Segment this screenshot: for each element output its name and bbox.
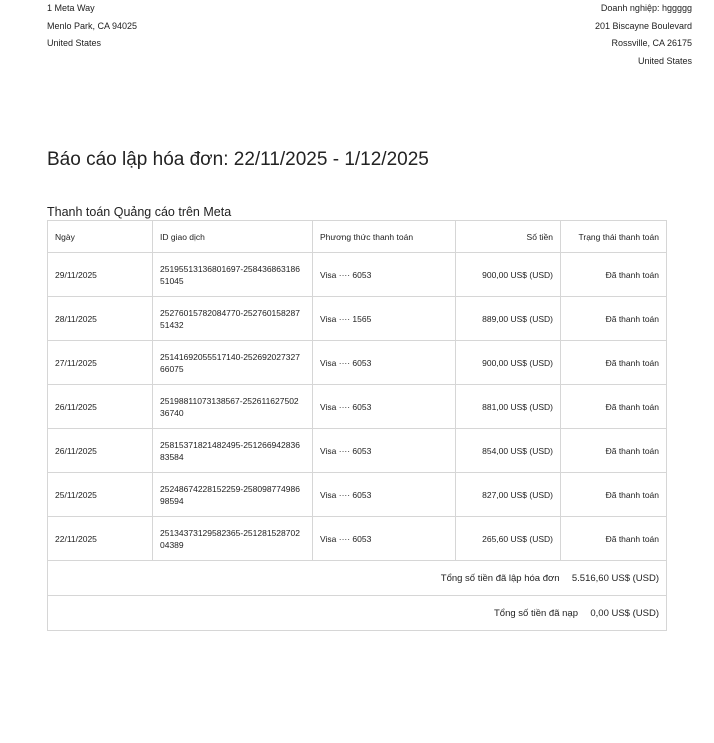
section-title: Thanh toán Quảng cáo trên Meta	[47, 205, 232, 219]
table-row	[48, 517, 667, 561]
recipient-address	[595, 0, 692, 70]
cell-date: 26/11/2025	[48, 429, 153, 473]
total-funded-cell	[48, 596, 667, 631]
table-row	[48, 385, 667, 429]
sender-address-line: United States	[47, 38, 102, 48]
sender-address-line: 1 Meta Way	[47, 3, 95, 13]
cell-payment-status: Đã thanh toán	[561, 517, 667, 561]
cell-amount: 854,00 US$ (USD)	[456, 429, 561, 473]
cell-date: 26/11/2025	[48, 385, 153, 429]
total-billed-cell	[48, 561, 667, 596]
table-row	[48, 297, 667, 341]
cell-transaction-id: 25195513136801697-258436863186 51045	[153, 253, 313, 297]
cell-payment-method: Visa ···· 6053	[313, 429, 456, 473]
cell-amount: 827,00 US$ (USD)	[456, 473, 561, 517]
table-row	[48, 429, 667, 473]
header-amount: Số tiền	[456, 221, 561, 253]
total-funded-value: 0,00 US$ (USD)	[590, 607, 659, 619]
recipient-address-line: United States	[637, 55, 692, 66]
cell-payment-status: Đã thanh toán	[561, 429, 667, 473]
cell-amount: 881,00 US$ (USD)	[456, 385, 561, 429]
cell-amount: 889,00 US$ (USD)	[456, 297, 561, 341]
recipient-address-line: Doanh nghiệp: hggggg	[600, 3, 692, 13]
cell-payment-method: Visa ···· 6053	[313, 473, 456, 517]
cell-transaction-id: 25141692055517140-252692027327 66075	[153, 341, 313, 385]
total-funded-label: Tổng số tiền đã nạp	[494, 607, 578, 619]
cell-transaction-id: 25134373129582365-251281528702 04389	[153, 517, 313, 561]
sender-address	[47, 0, 137, 53]
cell-date: 22/11/2025	[48, 517, 153, 561]
transactions-table	[47, 220, 667, 631]
cell-payment-method: Visa ···· 6053	[313, 341, 456, 385]
cell-amount: 265,60 US$ (USD)	[456, 517, 561, 561]
table-row	[48, 341, 667, 385]
cell-date: 25/11/2025	[48, 473, 153, 517]
header-transaction-id: ID giao dịch	[153, 221, 313, 253]
cell-payment-method: Visa ···· 6053	[313, 253, 456, 297]
recipient-address-line: Rossville, CA 26175	[611, 38, 692, 48]
table-row	[48, 473, 667, 517]
cell-amount: 900,00 US$ (USD)	[456, 341, 561, 385]
total-billed-value: 5.516,60 US$ (USD)	[571, 572, 659, 584]
cell-payment-status: Đã thanh toán	[561, 385, 667, 429]
cell-amount: 900,00 US$ (USD)	[456, 253, 561, 297]
table-row	[48, 253, 667, 297]
table-header-row	[48, 221, 667, 253]
total-billed-label: Tổng số tiền đã lập hóa đơn	[440, 572, 560, 584]
cell-payment-method: Visa ···· 1565	[313, 297, 456, 341]
total-billed-row	[48, 561, 667, 596]
cell-date: 28/11/2025	[48, 297, 153, 341]
cell-payment-method: Visa ···· 6053	[313, 385, 456, 429]
recipient-address-line: 201 Biscayne Boulevard	[594, 20, 692, 31]
cell-transaction-id: 25198811073138567-252611627502 36740	[153, 385, 313, 429]
cell-payment-method: Visa ···· 6053	[313, 517, 456, 561]
cell-payment-status: Đã thanh toán	[561, 341, 667, 385]
cell-date: 27/11/2025	[48, 341, 153, 385]
cell-payment-status: Đã thanh toán	[561, 473, 667, 517]
cell-payment-status: Đã thanh toán	[561, 253, 667, 297]
cell-transaction-id: 25815371821482495-251266942836 83584	[153, 429, 313, 473]
total-funded-row	[48, 596, 667, 631]
report-title: Báo cáo lập hóa đơn: 22/11/2025 - 1/12/2025	[47, 149, 429, 170]
cell-transaction-id: 25248674228152259-258098774986 98594	[153, 473, 313, 517]
cell-transaction-id: 25276015782084770-252760158287 51432	[153, 297, 313, 341]
header-date: Ngày	[48, 221, 153, 253]
cell-date: 29/11/2025	[48, 253, 153, 297]
cell-payment-status: Đã thanh toán	[561, 297, 667, 341]
header-payment-method: Phương thức thanh toán	[313, 221, 456, 253]
sender-address-line: Menlo Park, CA 94025	[47, 20, 138, 31]
header-payment-status: Trạng thái thanh toán	[561, 221, 667, 253]
